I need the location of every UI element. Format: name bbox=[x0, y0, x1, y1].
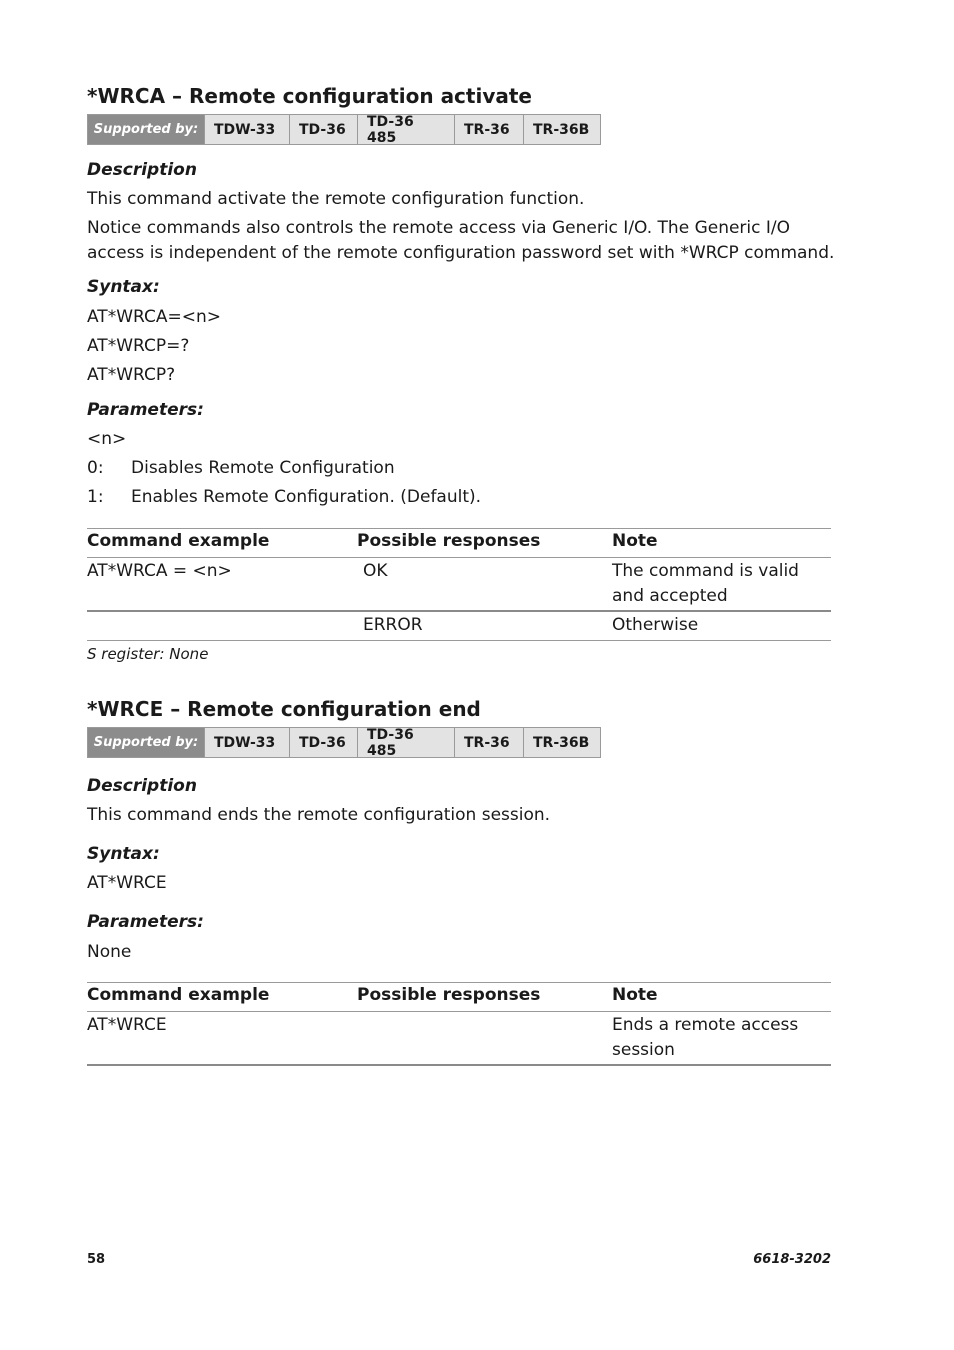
cell-note: Ends a remote access bbox=[612, 1015, 799, 1035]
syntax-heading: Syntax: bbox=[87, 277, 160, 297]
s-register-note: S register: None bbox=[87, 645, 209, 663]
table-top-rule bbox=[87, 982, 831, 983]
page-number: 58 bbox=[87, 1252, 106, 1267]
syntax-line: AT*WRCP=? bbox=[87, 336, 190, 356]
cell-command: AT*WRCE bbox=[87, 1015, 167, 1035]
table-header-rule bbox=[87, 557, 831, 558]
cell-response: OK bbox=[363, 561, 388, 581]
table-header-rule bbox=[87, 1011, 831, 1012]
table-top-rule bbox=[87, 528, 831, 529]
syntax-line: AT*WRCA=<n> bbox=[87, 307, 221, 327]
col-header-responses: Possible responses bbox=[357, 531, 541, 551]
description-heading: Description bbox=[87, 776, 197, 796]
supported-by-label: Supported by: bbox=[88, 728, 204, 757]
section-title-wrca: *WRCA – Remote configuration activate bbox=[87, 84, 532, 108]
param-option bbox=[87, 485, 481, 510]
description-text: This command activate the remote configuration function. bbox=[87, 189, 585, 209]
model-badge: TR-36B bbox=[523, 115, 600, 144]
doc-number: 6618-3202 bbox=[753, 1252, 831, 1267]
param-text: Enables Remote Configuration. (Default). bbox=[131, 487, 482, 507]
cell-note: and accepted bbox=[612, 586, 728, 606]
description-text: This command ends the remote configuration session. bbox=[87, 805, 551, 825]
cell-note: session bbox=[612, 1040, 675, 1060]
param-value: 1: bbox=[87, 487, 104, 507]
parameters-value: None bbox=[87, 942, 132, 962]
col-header-note: Note bbox=[612, 985, 658, 1005]
cell-command: AT*WRCA = <n> bbox=[87, 561, 232, 581]
supported-by-bar bbox=[87, 114, 601, 145]
table-row-rule bbox=[87, 610, 831, 612]
description-text: access is independent of the remote configuration password set with *WRCP command. bbox=[87, 243, 835, 263]
description-text: Notice commands also controls the remote access via Generic I/O. The Generic I/O bbox=[87, 218, 791, 238]
description-heading: Description bbox=[87, 160, 197, 180]
cell-note: Otherwise bbox=[612, 615, 699, 635]
model-badge: TD-36 485 bbox=[357, 728, 454, 757]
syntax-line: AT*WRCP? bbox=[87, 365, 176, 385]
table-bottom-rule bbox=[87, 1064, 831, 1066]
cell-note: The command is valid bbox=[612, 561, 799, 581]
parameters-heading: Parameters: bbox=[87, 400, 204, 420]
param-option bbox=[87, 456, 395, 481]
model-badge: TD-36 485 bbox=[357, 115, 454, 144]
model-badge: TD-36 bbox=[289, 115, 357, 144]
table-bottom-rule bbox=[87, 640, 831, 641]
model-badge: TR-36 bbox=[454, 115, 523, 144]
col-header-command: Command example bbox=[87, 985, 270, 1005]
supported-by-label: Supported by: bbox=[88, 115, 204, 144]
param-value: 0: bbox=[87, 458, 104, 478]
model-badge: TD-36 bbox=[289, 728, 357, 757]
model-badge: TR-36 bbox=[454, 728, 523, 757]
col-header-responses: Possible responses bbox=[357, 985, 541, 1005]
model-badge: TR-36B bbox=[523, 728, 600, 757]
syntax-line: AT*WRCE bbox=[87, 873, 167, 893]
syntax-heading: Syntax: bbox=[87, 844, 160, 864]
col-header-command: Command example bbox=[87, 531, 270, 551]
param-name: <n> bbox=[87, 429, 127, 449]
cell-response: ERROR bbox=[363, 615, 423, 635]
param-text: Disables Remote Configuration bbox=[131, 458, 395, 478]
supported-by-bar bbox=[87, 727, 601, 758]
parameters-heading: Parameters: bbox=[87, 912, 204, 932]
model-badge: TDW-33 bbox=[204, 115, 289, 144]
col-header-note: Note bbox=[612, 531, 658, 551]
model-badge: TDW-33 bbox=[204, 728, 289, 757]
section-title-wrce: *WRCE – Remote configuration end bbox=[87, 697, 481, 721]
